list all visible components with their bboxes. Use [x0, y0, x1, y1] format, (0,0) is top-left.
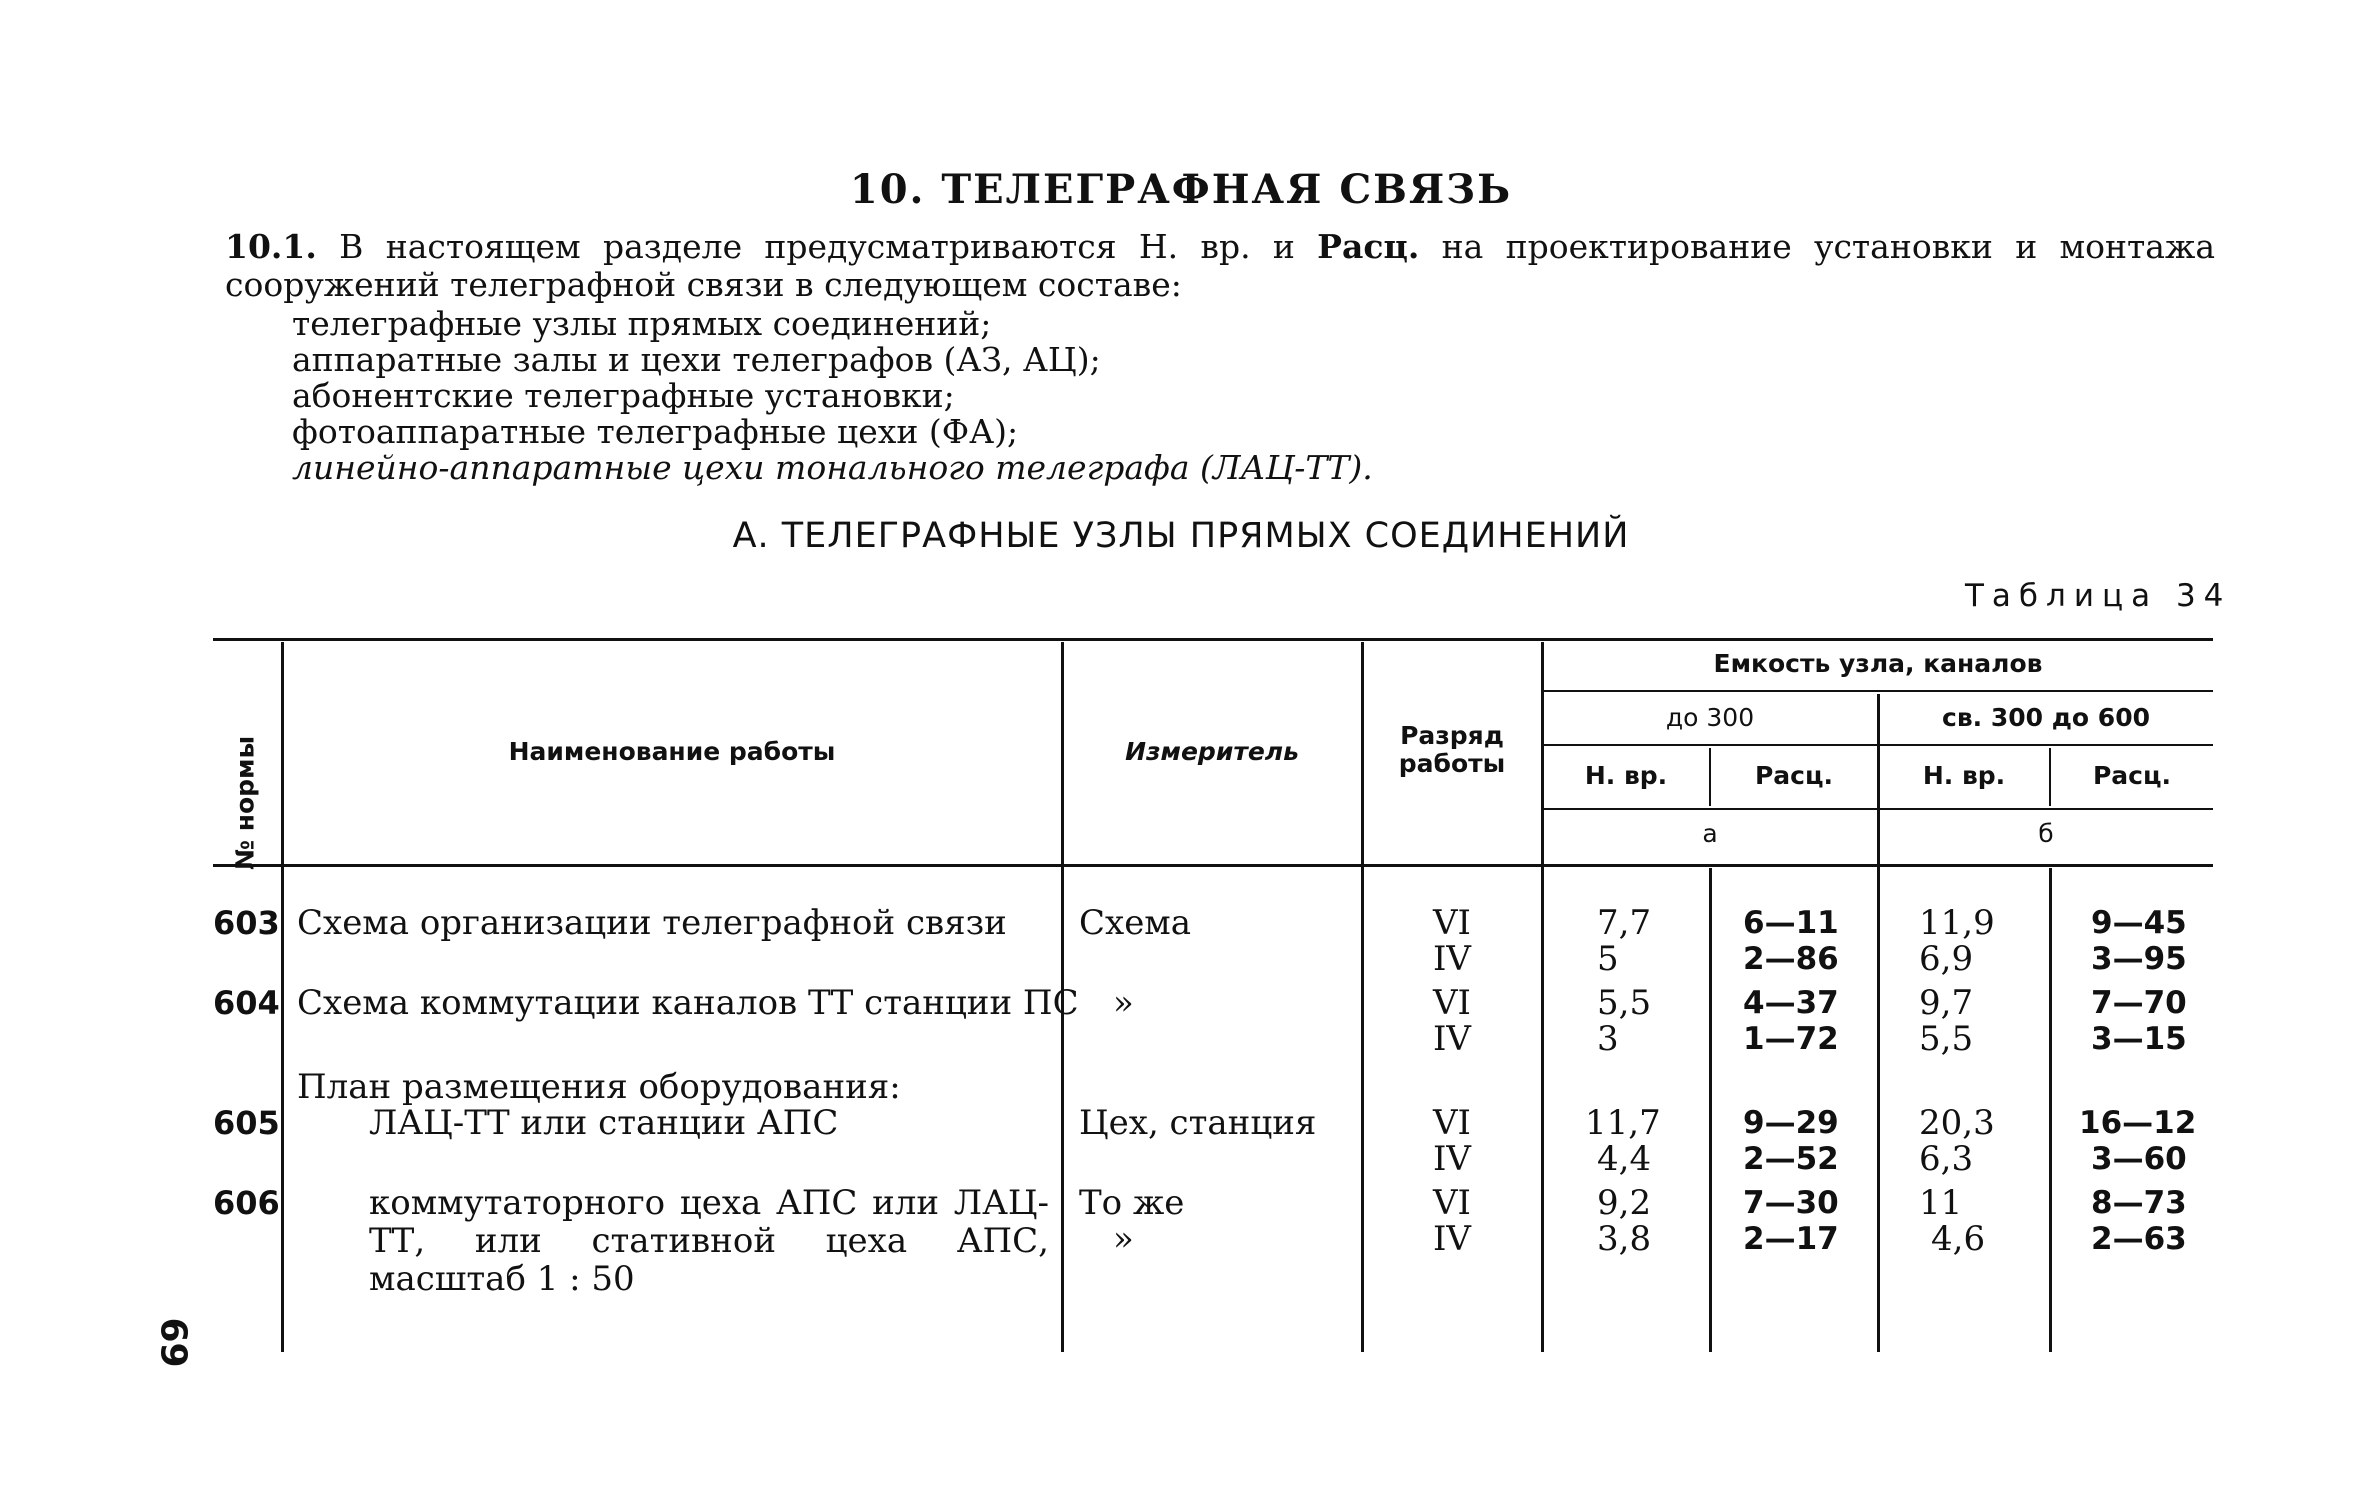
- row-606-unit-2: »: [1113, 1219, 1134, 1259]
- norms-table: [213, 638, 2213, 1358]
- intro-bold-word: Расц.: [1317, 227, 1420, 266]
- row-606-a-rasc-2: 2—17: [1743, 1221, 1839, 1257]
- header-a-rasc: Расц.: [1754, 761, 1834, 790]
- header-col-b: б: [2038, 819, 2054, 848]
- row-605-a-nvr-2: 4,4: [1597, 1139, 1652, 1179]
- header-b-rasc: Расц.: [2092, 761, 2172, 790]
- row-606-grade-1: VI: [1433, 1183, 1471, 1223]
- header-b-nvr: Н. вр.: [1922, 761, 2006, 790]
- col-rule: [1541, 642, 1544, 1352]
- row-604-name: Схема коммутации каналов ТТ станции ПС: [297, 983, 1079, 1023]
- subsection-title: А. ТЕЛЕГРАФНЫЕ УЗЛЫ ПРЯМЫХ СОЕДИНЕНИЙ: [732, 516, 1630, 556]
- col-rule: [1709, 868, 1712, 1352]
- row-604-b-rasc-1: 7—70: [2091, 985, 2187, 1021]
- row-604-b-rasc-2: 3—15: [2091, 1021, 2187, 1057]
- header-a-nvr: Н. вр.: [1584, 761, 1668, 790]
- table-header-bottom-rule: [213, 864, 2213, 867]
- row-603-b-rasc-1: 9—45: [2091, 905, 2187, 941]
- table-top-rule: [213, 638, 2213, 641]
- row-605-a-nvr-1: 11,7: [1585, 1103, 1661, 1143]
- header-grade-2: работы: [1398, 749, 1506, 778]
- header-work-name: Наименование работы: [508, 737, 836, 766]
- header-unit: Измеритель: [1125, 737, 1299, 766]
- row-605-b-rasc-2: 3—60: [2091, 1141, 2187, 1177]
- row-605-b-nvr-1: 20,3: [1919, 1103, 1995, 1143]
- capacity-rule: [1541, 690, 2213, 692]
- row-605-num: 605: [213, 1104, 280, 1142]
- row-603-name: Схема организации телеграфной связи: [297, 903, 1007, 943]
- row-603-grade-1: VI: [1433, 903, 1471, 943]
- row-606-name: коммутаторного цеха АПС или ЛАЦ-ТТ, или стативной цеха АПС, масштаб 1 : 50: [369, 1183, 1049, 1299]
- col-rule: [2049, 868, 2052, 1352]
- row-605-grade-1: VI: [1433, 1103, 1471, 1143]
- row-606-b-rasc-1: 8—73: [2091, 1185, 2187, 1221]
- row-605-b-rasc-1: 16—12: [2079, 1105, 2197, 1141]
- col-rule: [1877, 694, 1880, 1352]
- row-603-b-rasc-2: 3—95: [2091, 941, 2187, 977]
- page-number: 69: [152, 1317, 194, 1368]
- row-605-unit: Цех, станция: [1079, 1103, 1317, 1143]
- row-606-a-nvr-2: 3,8: [1597, 1219, 1652, 1259]
- header-cap-a: до 300: [1665, 703, 1755, 732]
- header-cap-b: св. 300 до 600: [1942, 703, 2150, 732]
- row-606-unit-1: То же: [1079, 1183, 1185, 1223]
- row-603-a-rasc-1: 6—11: [1743, 905, 1839, 941]
- row-603-num: 603: [213, 904, 280, 942]
- row-606-a-nvr-1: 9,2: [1597, 1183, 1652, 1223]
- row-605-grade-2: IV: [1433, 1139, 1471, 1179]
- row-604-unit: »: [1113, 983, 1134, 1023]
- list-item: телеграфные узлы прямых соединений;: [292, 304, 992, 343]
- row-605-name: ЛАЦ-ТТ или станции АПС: [369, 1103, 839, 1143]
- row-605-a-rasc-1: 9—29: [1743, 1105, 1839, 1141]
- section-title: 10. ТЕЛЕГРАФНАЯ СВЯЗЬ: [849, 166, 1513, 213]
- row-604-a-nvr-2: 3: [1597, 1019, 1619, 1059]
- list-item: фотоаппаратные телеграфные цехи (ФА);: [292, 412, 1019, 451]
- header-norm: № нормы: [230, 735, 260, 871]
- row-603-grade-2: IV: [1433, 939, 1471, 979]
- row-604-grade-2: IV: [1433, 1019, 1471, 1059]
- row-606-b-rasc-2: 2—63: [2091, 1221, 2187, 1257]
- header-col-a: а: [1702, 819, 1718, 848]
- row-606-num: 606: [213, 1184, 280, 1222]
- intro-text-1: В настоящем разделе предусматриваются Н. вр. и: [316, 227, 1318, 266]
- intro-list: [292, 306, 1373, 486]
- row-605-a-rasc-2: 2—52: [1743, 1141, 1839, 1177]
- row-604-a-nvr-1: 5,5: [1597, 983, 1652, 1023]
- row-604-b-nvr-1: 9,7: [1919, 983, 1974, 1023]
- intro-text-2: на проектирование установки и монтажа сооружений телеграфной связи в следующем составе:: [225, 227, 2215, 304]
- list-item: абонентские телеграфные установки;: [292, 376, 955, 415]
- intro-lead-number: 10.1.: [225, 227, 317, 266]
- row-604-a-rasc-2: 1—72: [1743, 1021, 1839, 1057]
- row-605-b-nvr-2: 6,3: [1919, 1139, 1974, 1179]
- row-606-b-nvr-2: 4,6: [1931, 1219, 1986, 1259]
- row-603-a-nvr-1: 7,7: [1597, 903, 1652, 943]
- list-item: линейно-аппаратные цехи тонального телеграфа (ЛАЦ-ТТ).: [292, 448, 1373, 487]
- row-603-unit: Схема: [1079, 903, 1192, 943]
- row-604-a-rasc-1: 4—37: [1743, 985, 1839, 1021]
- row-603-a-rasc-2: 2—86: [1743, 941, 1839, 977]
- row-604-num: 604: [213, 984, 280, 1022]
- row-604-grade-1: VI: [1433, 983, 1471, 1023]
- row-606-grade-2: IV: [1433, 1219, 1471, 1259]
- group-heading: План размещения оборудования:: [297, 1067, 901, 1107]
- list-item: аппаратные залы и цехи телеграфов (АЗ, АЦ);: [292, 340, 1101, 379]
- row-606-a-rasc-1: 7—30: [1743, 1185, 1839, 1221]
- row-604-b-nvr-2: 5,5: [1919, 1019, 1974, 1059]
- row-603-b-nvr-1: 11,9: [1919, 903, 1995, 943]
- header-grade-1: Разряд: [1400, 721, 1504, 750]
- table-label: Таблица 34: [1965, 578, 2232, 614]
- row-606-b-nvr-1: 11: [1919, 1183, 1963, 1223]
- intro-paragraph: [225, 228, 2215, 304]
- header-capacity: Емкость узла, каналов: [1713, 649, 2043, 678]
- row-603-a-nvr-2: 5: [1597, 939, 1619, 979]
- row-603-b-nvr-2: 6,9: [1919, 939, 1974, 979]
